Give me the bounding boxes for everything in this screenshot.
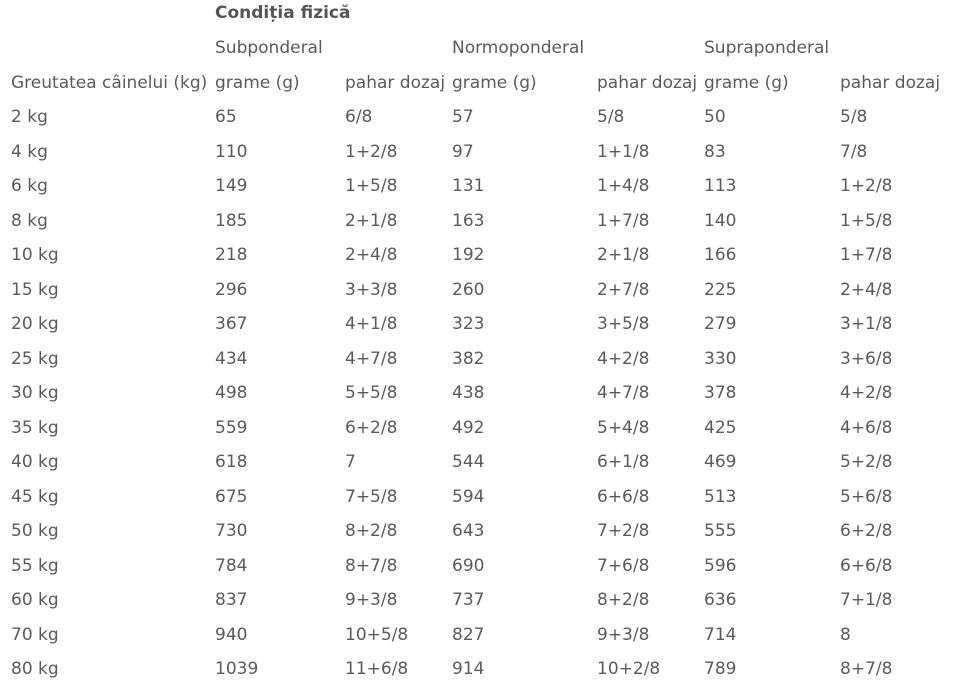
cell-grams: 438 xyxy=(452,383,485,403)
group-header-normoponderal: Normoponderal xyxy=(452,38,585,58)
cell-grams: 110 xyxy=(215,141,248,162)
cell-cup: 7+1/8 xyxy=(840,590,893,610)
column-header-grams: grame (g) xyxy=(704,73,789,93)
cell-grams: 469 xyxy=(704,452,737,472)
cell-grams: 914 xyxy=(452,659,485,679)
cell-cup: 6+6/8 xyxy=(840,555,893,576)
column-header-grams: grame (g) xyxy=(452,73,537,93)
cell-grams: 378 xyxy=(704,383,737,403)
group-header-supraponderal: Supraponderal xyxy=(704,38,830,58)
cell-grams: 737 xyxy=(452,590,485,610)
cell-grams: 940 xyxy=(215,624,248,645)
cell-grams: 837 xyxy=(215,590,248,610)
cell-grams: 140 xyxy=(704,210,737,231)
cell-cup: 8 xyxy=(840,624,851,645)
cell-dog-weight: 6 kg xyxy=(11,176,48,196)
cell-grams: 784 xyxy=(215,555,248,576)
cell-cup: 2+4/8 xyxy=(840,279,893,300)
cell-grams: 382 xyxy=(452,348,485,369)
cell-grams: 730 xyxy=(215,521,248,541)
cell-cup: 4+1/8 xyxy=(345,314,398,334)
cell-grams: 260 xyxy=(452,279,485,300)
cell-grams: 618 xyxy=(215,452,248,472)
cell-dog-weight: 40 kg xyxy=(11,452,59,472)
cell-grams: 434 xyxy=(215,348,248,369)
cell-cup: 4+2/8 xyxy=(597,348,650,369)
cell-dog-weight: 4 kg xyxy=(11,141,48,162)
column-header-cup: pahar dozaj xyxy=(345,73,446,93)
group-header-subponderal: Subponderal xyxy=(215,38,323,58)
cell-cup: 1+5/8 xyxy=(840,210,893,231)
cell-cup: 2+1/8 xyxy=(345,210,398,231)
cell-grams: 192 xyxy=(452,245,485,265)
cell-cup: 1+5/8 xyxy=(345,176,398,196)
cell-grams: 492 xyxy=(452,417,485,438)
cell-grams: 544 xyxy=(452,452,485,472)
column-header-grams: grame (g) xyxy=(215,73,300,93)
cell-grams: 594 xyxy=(452,486,485,507)
cell-cup: 9+3/8 xyxy=(597,624,650,645)
cell-grams: 498 xyxy=(215,383,248,403)
cell-dog-weight: 80 kg xyxy=(11,659,59,679)
cell-cup: 10+2/8 xyxy=(597,659,661,679)
cell-cup: 2+1/8 xyxy=(597,245,650,265)
cell-grams: 789 xyxy=(704,659,737,679)
cell-cup: 6+6/8 xyxy=(597,486,650,507)
cell-dog-weight: 2 kg xyxy=(11,107,48,127)
table-title: Condiția fizică xyxy=(215,3,351,23)
cell-cup: 8+7/8 xyxy=(840,659,893,679)
cell-cup: 7+2/8 xyxy=(597,521,650,541)
cell-grams: 675 xyxy=(215,486,248,507)
cell-grams: 149 xyxy=(215,176,248,196)
cell-dog-weight: 45 kg xyxy=(11,486,59,507)
cell-grams: 643 xyxy=(452,521,485,541)
cell-grams: 97 xyxy=(452,141,474,162)
cell-cup: 1+7/8 xyxy=(840,245,893,265)
cell-grams: 57 xyxy=(452,107,474,127)
cell-cup: 1+1/8 xyxy=(597,141,650,162)
cell-cup: 1+2/8 xyxy=(840,176,893,196)
cell-cup: 7 xyxy=(345,452,356,472)
column-header-cup: pahar dozaj xyxy=(840,73,941,93)
cell-cup: 6+2/8 xyxy=(840,521,893,541)
cell-cup: 11+6/8 xyxy=(345,659,409,679)
cell-cup: 5+2/8 xyxy=(840,452,893,472)
cell-grams: 714 xyxy=(704,624,737,645)
cell-grams: 596 xyxy=(704,555,737,576)
cell-cup: 3+1/8 xyxy=(840,314,893,334)
cell-cup: 4+7/8 xyxy=(345,348,398,369)
cell-cup: 1+2/8 xyxy=(345,141,398,162)
cell-grams: 827 xyxy=(452,624,485,645)
cell-dog-weight: 15 kg xyxy=(11,279,59,300)
cell-cup: 4+7/8 xyxy=(597,383,650,403)
cell-cup: 5+6/8 xyxy=(840,486,893,507)
cell-cup: 3+6/8 xyxy=(840,348,893,369)
cell-grams: 225 xyxy=(704,279,737,300)
cell-grams: 131 xyxy=(452,176,485,196)
cell-cup: 7+5/8 xyxy=(345,486,398,507)
cell-cup: 5+4/8 xyxy=(597,417,650,438)
cell-cup: 6+2/8 xyxy=(345,417,398,438)
cell-cup: 5/8 xyxy=(840,107,868,127)
cell-cup: 8+2/8 xyxy=(345,521,398,541)
cell-dog-weight: 25 kg xyxy=(11,348,59,369)
cell-cup: 4+2/8 xyxy=(840,383,893,403)
cell-cup: 2+4/8 xyxy=(345,245,398,265)
cell-cup: 5/8 xyxy=(597,107,625,127)
cell-dog-weight: 50 kg xyxy=(11,521,59,541)
cell-grams: 83 xyxy=(704,141,726,162)
cell-cup: 8+2/8 xyxy=(597,590,650,610)
cell-dog-weight: 60 kg xyxy=(11,590,59,610)
cell-dog-weight: 20 kg xyxy=(11,314,59,334)
cell-cup: 10+5/8 xyxy=(345,624,409,645)
cell-grams: 323 xyxy=(452,314,485,334)
cell-grams: 1039 xyxy=(215,659,259,679)
cell-cup: 5+5/8 xyxy=(345,383,398,403)
cell-dog-weight: 8 kg xyxy=(11,210,48,231)
cell-grams: 330 xyxy=(704,348,737,369)
cell-grams: 218 xyxy=(215,245,248,265)
cell-grams: 636 xyxy=(704,590,737,610)
cell-grams: 513 xyxy=(704,486,737,507)
cell-cup: 4+6/8 xyxy=(840,417,893,438)
cell-cup: 3+3/8 xyxy=(345,279,398,300)
cell-cup: 6/8 xyxy=(345,107,373,127)
cell-cup: 7+6/8 xyxy=(597,555,650,576)
cell-cup: 1+7/8 xyxy=(597,210,650,231)
column-header-weight: Greutatea câinelui (kg) xyxy=(11,73,208,93)
cell-cup: 7/8 xyxy=(840,141,868,162)
cell-grams: 555 xyxy=(704,521,737,541)
cell-dog-weight: 10 kg xyxy=(11,245,59,265)
cell-dog-weight: 30 kg xyxy=(11,383,59,403)
cell-cup: 2+7/8 xyxy=(597,279,650,300)
cell-dog-weight: 70 kg xyxy=(11,624,59,645)
cell-grams: 425 xyxy=(704,417,737,438)
cell-grams: 559 xyxy=(215,417,248,438)
cell-cup: 8+7/8 xyxy=(345,555,398,576)
cell-grams: 367 xyxy=(215,314,248,334)
cell-grams: 296 xyxy=(215,279,248,300)
cell-grams: 166 xyxy=(704,245,737,265)
cell-grams: 185 xyxy=(215,210,248,231)
cell-cup: 6+1/8 xyxy=(597,452,650,472)
cell-dog-weight: 55 kg xyxy=(11,555,59,576)
cell-grams: 113 xyxy=(704,176,737,196)
cell-grams: 50 xyxy=(704,107,726,127)
cell-grams: 279 xyxy=(704,314,737,334)
cell-cup: 9+3/8 xyxy=(345,590,398,610)
cell-cup: 3+5/8 xyxy=(597,314,650,334)
cell-grams: 163 xyxy=(452,210,485,231)
cell-cup: 1+4/8 xyxy=(597,176,650,196)
column-header-cup: pahar dozaj xyxy=(597,73,698,93)
cell-grams: 690 xyxy=(452,555,485,576)
cell-dog-weight: 35 kg xyxy=(11,417,59,438)
cell-grams: 65 xyxy=(215,107,237,127)
